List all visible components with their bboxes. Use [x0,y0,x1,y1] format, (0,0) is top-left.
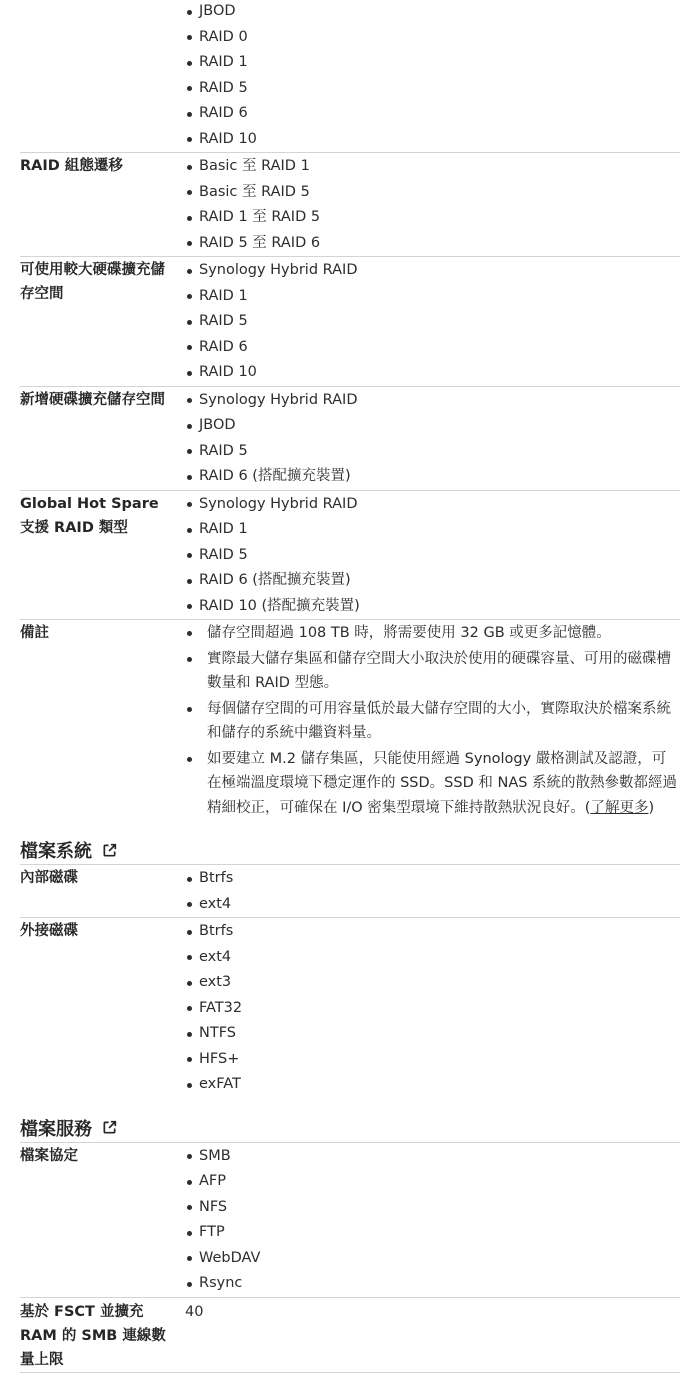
list-item: JBOD [185,0,680,25]
list-item: RAID 1 [185,517,680,543]
spec-row-raid-types [20,0,680,153]
list-item: SMB [185,1144,680,1170]
list-item: RAID 5 [185,439,680,465]
list-item: ext4 [185,945,680,971]
spec-label [20,0,185,152]
list-item: RAID 10 [185,360,680,386]
list-item: RAID 5 至 RAID 6 [185,231,680,257]
list-item: ext3 [185,970,680,996]
list-item: Btrfs [185,866,680,892]
note-text: 如要建立 M.2 儲存集區，只能使用經過 Synology 嚴格測試及認證，可在極端溫度環境下穩定運作的 SSD。SSD 和 NAS 系統的散熱參數都經過精細校正，可確保在 I/O 密集型環境下維持散熱狀況良好。( [207,750,678,816]
section-title-file-system [20,836,680,865]
spec-row-smb-connections [20,1298,680,1373]
spec-label: RAID 組態遷移 [20,158,123,174]
note-item: 實際最大儲存集區和儲存空間大小取決於使用的硬碟容量、可用的磁碟槽數量和 RAID 型態。 [185,647,680,696]
note-item [185,747,680,821]
note-item: 每個儲存空間的可用容量低於最大儲存空間的大小，實際取決於檔案系統和儲存的系統中繼資料量。 [185,697,680,746]
list-item: RAID 0 [185,25,680,51]
section-title-text: 檔案服務 [20,1118,92,1140]
spec-row-external-disk [20,918,680,1114]
spec-value: 40 [185,1303,204,1320]
learn-more-link[interactable]: 了解更多 [590,799,649,816]
list-item: RAID 5 [185,309,680,335]
spec-row-expand-larger [20,257,680,387]
list-item: RAID 6 (搭配擴充裝置) [185,464,680,490]
spec-row-file-protocols [20,1143,680,1298]
note-item: 儲存空間超過 108 TB 時，將需要使用 32 GB 或更多記憶體。 [185,621,680,646]
spec-value [185,258,680,386]
spec-value [185,1144,680,1297]
list-item: ext4 [185,892,680,918]
spec-value [185,492,680,620]
list-item: Synology Hybrid RAID [185,388,680,414]
section-title-file-services [20,1114,680,1143]
list-item: AFP [185,1169,680,1195]
spec-value [185,919,680,1098]
list-item: WebDAV [185,1246,680,1272]
list-item: RAID 5 [185,543,680,569]
list-item: RAID 1 [185,284,680,310]
spec-row-hot-spare [20,491,680,621]
spec-value [185,388,680,490]
list-item: RAID 1 至 RAID 5 [185,205,680,231]
spec-row-raid-migration [20,153,680,257]
spec-label: 備註 [20,625,49,641]
spec-value [185,866,680,917]
spec-label: 外接磁碟 [20,923,78,939]
list-item: FTP [185,1220,680,1246]
list-item: NTFS [185,1021,680,1047]
section-title-text: 檔案系統 [20,841,92,862]
spec-label: 基於 FSCT 並擴充 RAM 的 SMB 連線數量上限 [20,1303,166,1368]
external-link-icon[interactable] [102,1120,117,1135]
list-item: NFS [185,1195,680,1221]
list-item: Synology Hybrid RAID [185,258,680,284]
list-item: RAID 5 [185,76,680,102]
list-item: Basic 至 RAID 1 [185,154,680,180]
spec-row-expand-add [20,387,680,491]
list-item: Btrfs [185,919,680,945]
list-item: RAID 10 [185,127,680,153]
spec-value [185,0,680,152]
spec-label: 可使用較大硬碟擴充儲存空間 [20,262,165,302]
list-item: JBOD [185,413,680,439]
list-item: exFAT [185,1072,680,1098]
spec-row-notes [20,620,680,836]
list-item: RAID 6 [185,335,680,361]
list-item: HFS+ [185,1047,680,1073]
external-link-icon[interactable] [102,843,117,858]
list-item: RAID 1 [185,50,680,76]
list-item: RAID 10 (搭配擴充裝置) [185,594,680,620]
spec-label: 內部磁碟 [20,870,78,886]
list-item: Basic 至 RAID 5 [185,180,680,206]
close-paren: ) [648,799,655,816]
list-item: FAT32 [185,996,680,1022]
list-item: RAID 6 [185,101,680,127]
spec-row-internal-disk [20,865,680,918]
list-item: Rsync [185,1271,680,1297]
spec-table [20,0,680,1373]
spec-label: Global Hot Spare 支援 RAID 類型 [20,495,159,536]
list-item: RAID 6 (搭配擴充裝置) [185,568,680,594]
spec-label: 新增硬碟擴充儲存空間 [20,391,165,408]
spec-value [185,621,680,820]
list-item: Synology Hybrid RAID [185,492,680,518]
spec-label: 檔案協定 [20,1147,78,1164]
spec-value [185,154,680,256]
